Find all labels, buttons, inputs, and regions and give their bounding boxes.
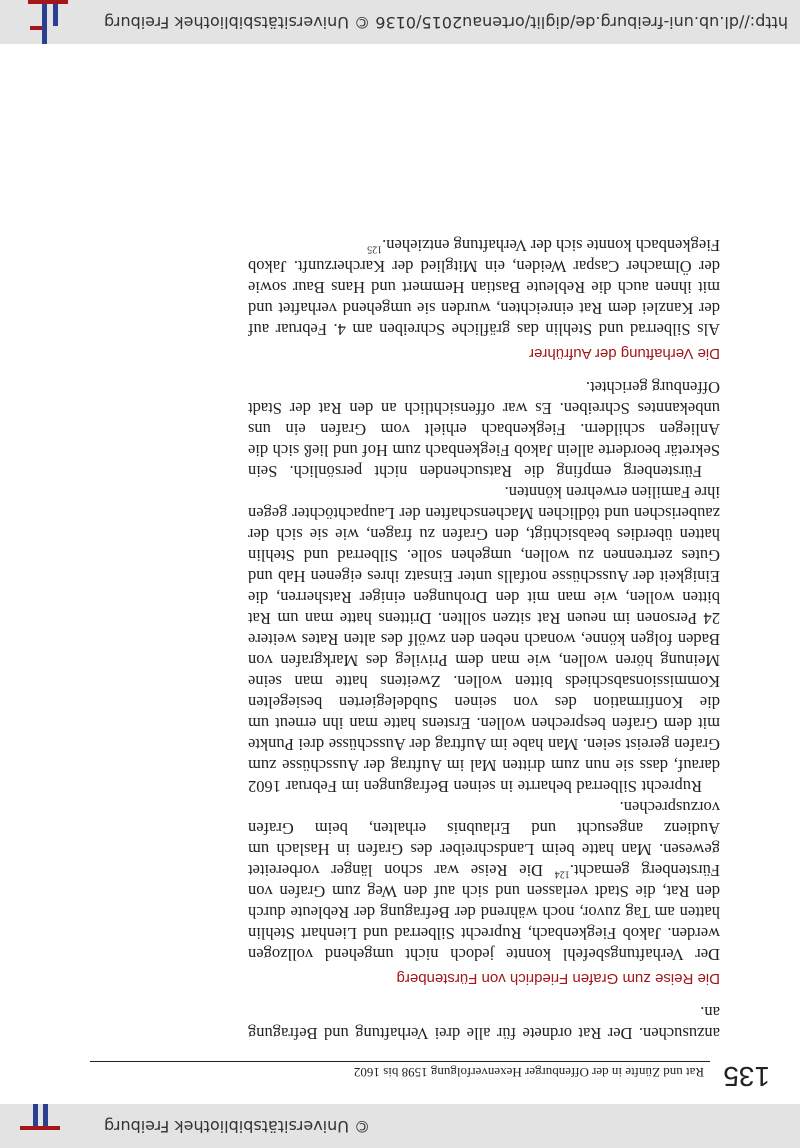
page-number: 135 xyxy=(723,1061,770,1092)
footnote-reference: 125 xyxy=(367,243,383,255)
source-bar xyxy=(0,0,800,44)
copyright-credit-top: © Universitätsbibliothek Freiburg xyxy=(104,1117,371,1136)
paragraph: Ruprecht Silberrad beharrte in seinen Befragungen im Februar 1602 darauf, dass sie nun zum dritten Mal im Auftrag der Ausschüsse zum Grafen gereist seien. Man habe im Auftrag der Ausschüsse drei Punkte mit dem Grafen besprechen wollen. Erstens hatte man ihn erneut um die Konfirmation des von seinen Subdelegierten besiegelten Kommissionsabschieds bitten wollen. Zweitens hatte man seine Meinung hören wollen, wie man dem Privileg des Markgrafen von Baden folgen könne, wonach neben den zwölf des alten Rates weitere 24 Personen im neuen Rat sitzen sollten. Drittens hatte man um Rat bitten wollen, wie man mit den Drohungen einiger Ratsherren, die Einigkeit der Ausschüsse notfalls unter Einsatz ihres eigenen Hab und Gutes zertrennen zu wollen, umgehen solle. Silberrad und Stehlin hatten überdies beabsichtigt, den Grafen zu fragen, wie sie sich der zauberischen und tödlichen Machenschaften der Laupachtöchter gegen ihre Familien erwehren könnten. xyxy=(248,483,720,796)
running-head xyxy=(90,1061,770,1092)
section-heading-arrest: Die Verhaftung der Aufrührer xyxy=(529,345,720,362)
text-column xyxy=(248,235,720,1044)
paragraph-text: Die Reise war schon länger vorbereitet gewesen. Man hatte beim Landschreiber des Grafen in Haslach um Audienz angesucht und Erlaubnis erhalten, beim Grafen vorzusprechen. xyxy=(248,798,720,880)
header-bar xyxy=(0,1104,800,1148)
source-url-link[interactable]: http://dl.ub.uni-freiburg.de/diglit/ortenau2015/0136 xyxy=(375,13,788,32)
paragraph-text: Der Verhaftungsbefehl konnte jedoch nicht umgehend vollzogen werden. Jakob Fiegkenbach, Ruprecht Silberrad und Lienhart Stehlin hatten am Tag zuvor, noch während der Befragung der Rebleute durch den Rat, die Stadt verlassen und sich auf den Weg zum Grafen von Fürstenberg gemacht. xyxy=(248,861,720,964)
opening-paragraph: anzusuchen. Der Rat ordnete für alle drei Verhaftung und Befragung an. xyxy=(248,1003,720,1043)
paragraph-text: Als Silberrad und Stehlin das gräfliche Schreiben am 4. Februar auf der Kanzlei dem Rat einreichten, wurden sie umgehend verhaftet und mit ihnen auch die Rebleute Bastian Hemmert und Hans Baur sowie der Ölmacher Caspar Weiden, ein Mitglied der Karcherzunft. Jakob Fiegkenbach konnte sich der Verhaftung entziehen. xyxy=(248,236,720,339)
paragraph xyxy=(248,235,720,340)
copyright-credit: © Universitätsbibliothek Freiburg xyxy=(104,13,371,32)
library-logo-icon xyxy=(28,0,68,44)
section-heading-journey: Die Reise zum Grafen Friedrich von Fürstenberg xyxy=(396,970,720,987)
paragraph: Fürstenberg empfing die Ratsuchenden nicht persönlich. Sein Sekretär beorderte allein Jakob Fiegkenbach zum Hof und ließ sich die Anliegen schildern. Fiegkenbach erhielt vom Grafen ein uns unbekanntes Schreiben. Es war offensichtlich an den Rat der Stadt Offenburg gerichtet. xyxy=(248,378,720,481)
book-page xyxy=(0,44,800,1104)
footnote-reference: 124 xyxy=(554,868,570,880)
running-head-title: Rat und Zünfte in der Offenburger Hexenverfolgung 1598 bis 1602 xyxy=(353,1065,704,1080)
paragraph xyxy=(248,797,720,965)
